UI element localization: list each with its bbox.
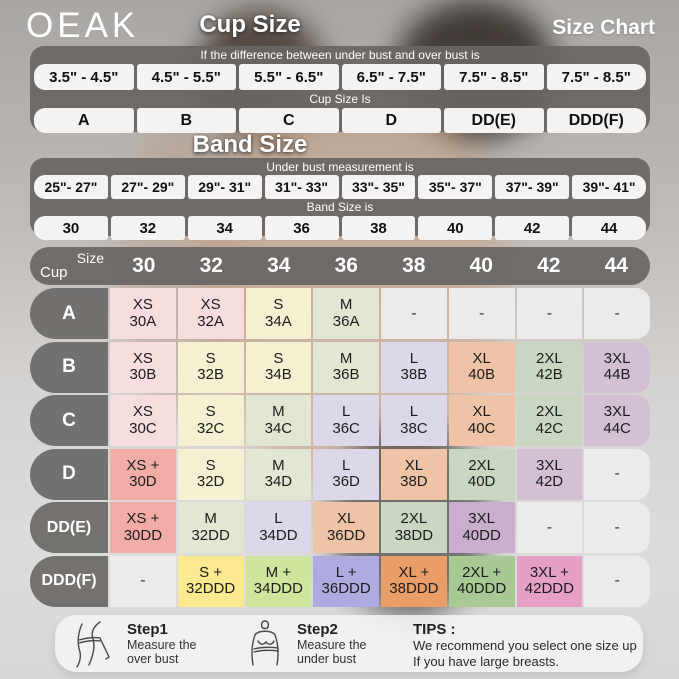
cup-size-table: [30, 46, 650, 132]
matrix-row-header: DDD(F): [30, 556, 108, 607]
matrix-cell: XL 40B: [449, 342, 515, 393]
matrix-cell: 2XL 42C: [517, 395, 583, 446]
matrix-cell: XL 36DD: [313, 502, 379, 553]
matrix-col-header: 44: [604, 254, 628, 277]
matrix-row: [30, 288, 650, 339]
matrix-cell: S + 32DDD: [178, 556, 244, 607]
matrix-cell: S 32C: [178, 395, 244, 446]
matrix-cell: -: [517, 502, 583, 553]
cup-letter-pill: D: [342, 108, 442, 133]
size-matrix: [30, 288, 650, 609]
band-size-table: [30, 158, 650, 236]
measure-overbust-figure-icon: [67, 619, 119, 669]
matrix-cell: -: [584, 449, 650, 500]
band-value-pill: 38: [342, 216, 416, 240]
matrix-cell: XL 40C: [449, 395, 515, 446]
matrix-cell: -: [584, 288, 650, 339]
matrix-row-header: C: [30, 395, 108, 446]
matrix-cell: M 36A: [313, 288, 379, 339]
matrix-cell: XL + 38DDD: [381, 556, 447, 607]
matrix-col-header: 30: [132, 254, 156, 277]
matrix-cell: XS 30C: [110, 395, 176, 446]
matrix-cell: -: [110, 556, 176, 607]
matrix-cell: 2XL 40D: [449, 449, 515, 500]
cup-range-pill: 5.5" - 6.5": [239, 64, 339, 90]
matrix-cell: XS + 30DD: [110, 502, 176, 553]
tips-line2: If you have large breasts.: [413, 654, 559, 669]
band-range-pill: 31"- 33": [265, 175, 339, 199]
matrix-cell: XS 30A: [110, 288, 176, 339]
matrix-cell: XS + 30D: [110, 449, 176, 500]
matrix-cell: -: [584, 502, 650, 553]
matrix-cell: -: [517, 288, 583, 339]
corner-size-label: Size: [76, 250, 104, 266]
matrix-cell: L 38B: [381, 342, 447, 393]
step1-line2: over bust: [127, 652, 179, 666]
band-value-pill: 40: [418, 216, 492, 240]
band-range-pill: 39"- 41": [572, 175, 646, 199]
band-value-pill: 34: [188, 216, 262, 240]
step2-title: Step2: [297, 621, 338, 638]
measure-underbust-figure-icon: [241, 619, 293, 669]
size-chart-label: Size Chart: [552, 16, 655, 39]
matrix-col-header: 32: [199, 254, 223, 277]
matrix-col-header: 42: [537, 254, 561, 277]
band-range-pill: 33"- 35": [342, 175, 416, 199]
band-banner: Under bust measurement is: [266, 160, 414, 174]
band-value-row: [34, 216, 646, 240]
matrix-cell: 2XL 42B: [517, 342, 583, 393]
band-range-pill: 29"- 31": [188, 175, 262, 199]
matrix-row: [30, 449, 650, 500]
matrix-col-header: 38: [402, 254, 426, 277]
cup-letter-pill: A: [34, 108, 134, 133]
matrix-cell: 3XL 44B: [584, 342, 650, 393]
matrix-row-header: A: [30, 288, 108, 339]
matrix-row: [30, 395, 650, 446]
band-value-pill: 32: [111, 216, 185, 240]
matrix-cell: -: [381, 288, 447, 339]
tips-block: [413, 621, 637, 670]
matrix-cell: 2XL 38DD: [381, 502, 447, 553]
matrix-cell: L 38C: [381, 395, 447, 446]
step1-line1: Measure the: [127, 638, 197, 652]
matrix-corner: [30, 247, 110, 285]
step2-line1: Measure the: [297, 638, 367, 652]
band-range-pill: 25"- 27": [34, 175, 108, 199]
band-range-pill: 27"- 29": [111, 175, 185, 199]
cup-letter-pill: B: [137, 108, 237, 133]
band-range-pill: 37"- 39": [495, 175, 569, 199]
band-value-pill: 42: [495, 216, 569, 240]
footer-panel: [55, 615, 643, 672]
matrix-row-header: D: [30, 449, 108, 500]
band-value-pill: 44: [572, 216, 646, 240]
matrix-cell: M 32DD: [178, 502, 244, 553]
band-value-pill: 36: [265, 216, 339, 240]
matrix-cell: M + 34DDD: [246, 556, 312, 607]
band-range-pill: 35"- 37": [418, 175, 492, 199]
matrix-cell: L + 36DDD: [313, 556, 379, 607]
cup-size-is-banner: Cup Size Is: [309, 92, 371, 106]
tips-line1: We recommend you select one size up: [413, 638, 637, 653]
matrix-cell: XS 32A: [178, 288, 244, 339]
matrix-row: [30, 342, 650, 393]
step1-block: [127, 621, 196, 666]
cup-letter-pill: DDD(F): [547, 108, 647, 133]
cup-letter-row: [34, 108, 646, 133]
cup-range-pill: 7.5" - 8.5": [444, 64, 544, 90]
matrix-cell: M 36B: [313, 342, 379, 393]
tips-title: TIPS :: [413, 621, 456, 638]
cup-diff-banner: If the difference between under bust and over bust is: [200, 48, 480, 62]
cup-letter-pill: DD(E): [444, 108, 544, 133]
step2-line2: under bust: [297, 652, 357, 666]
matrix-row: [30, 556, 650, 607]
matrix-row: [30, 502, 650, 553]
matrix-cell: 2XL + 40DDD: [449, 556, 515, 607]
cup-range-pill: 6.5" - 7.5": [342, 64, 442, 90]
matrix-header-bar: [30, 247, 650, 285]
matrix-cell: L 36C: [313, 395, 379, 446]
matrix-cell: -: [584, 556, 650, 607]
cup-size-title: Cup Size: [199, 11, 301, 38]
brand-logo: OEAK: [26, 6, 140, 45]
cup-range-pill: 4.5" - 5.5": [137, 64, 237, 90]
cup-range-pill: 7.5" - 8.5": [547, 64, 647, 90]
matrix-cell: M 34C: [246, 395, 312, 446]
matrix-cell: S 32B: [178, 342, 244, 393]
cup-letter-pill: C: [239, 108, 339, 133]
band-size-is-banner: Band Size is: [306, 200, 374, 214]
matrix-cell: -: [449, 288, 515, 339]
matrix-column-headers: [110, 247, 650, 285]
band-size-title: Band Size: [192, 131, 308, 158]
matrix-cell: 3XL 40DD: [449, 502, 515, 553]
matrix-col-header: 40: [469, 254, 493, 277]
matrix-cell: L 34DD: [246, 502, 312, 553]
matrix-row-header: B: [30, 342, 108, 393]
cup-range-pill: 3.5" - 4.5": [34, 64, 134, 90]
matrix-cell: XL 38D: [381, 449, 447, 500]
band-range-row: [34, 175, 646, 199]
corner-cup-label: Cup: [40, 264, 68, 281]
matrix-cell: S 34B: [246, 342, 312, 393]
matrix-row-header: DD(E): [30, 502, 108, 553]
matrix-col-header: 34: [267, 254, 291, 277]
matrix-cell: S 34A: [246, 288, 312, 339]
matrix-col-header: 36: [334, 254, 358, 277]
matrix-cell: L 36D: [313, 449, 379, 500]
matrix-cell: S 32D: [178, 449, 244, 500]
matrix-cell: 3XL + 42DDD: [517, 556, 583, 607]
step2-block: [297, 621, 366, 666]
matrix-cell: XS 30B: [110, 342, 176, 393]
matrix-cell: 3XL 44C: [584, 395, 650, 446]
matrix-cell: 3XL 42D: [517, 449, 583, 500]
band-value-pill: 30: [34, 216, 108, 240]
matrix-cell: M 34D: [246, 449, 312, 500]
cup-range-row: [34, 64, 646, 90]
step1-title: Step1: [127, 621, 168, 638]
